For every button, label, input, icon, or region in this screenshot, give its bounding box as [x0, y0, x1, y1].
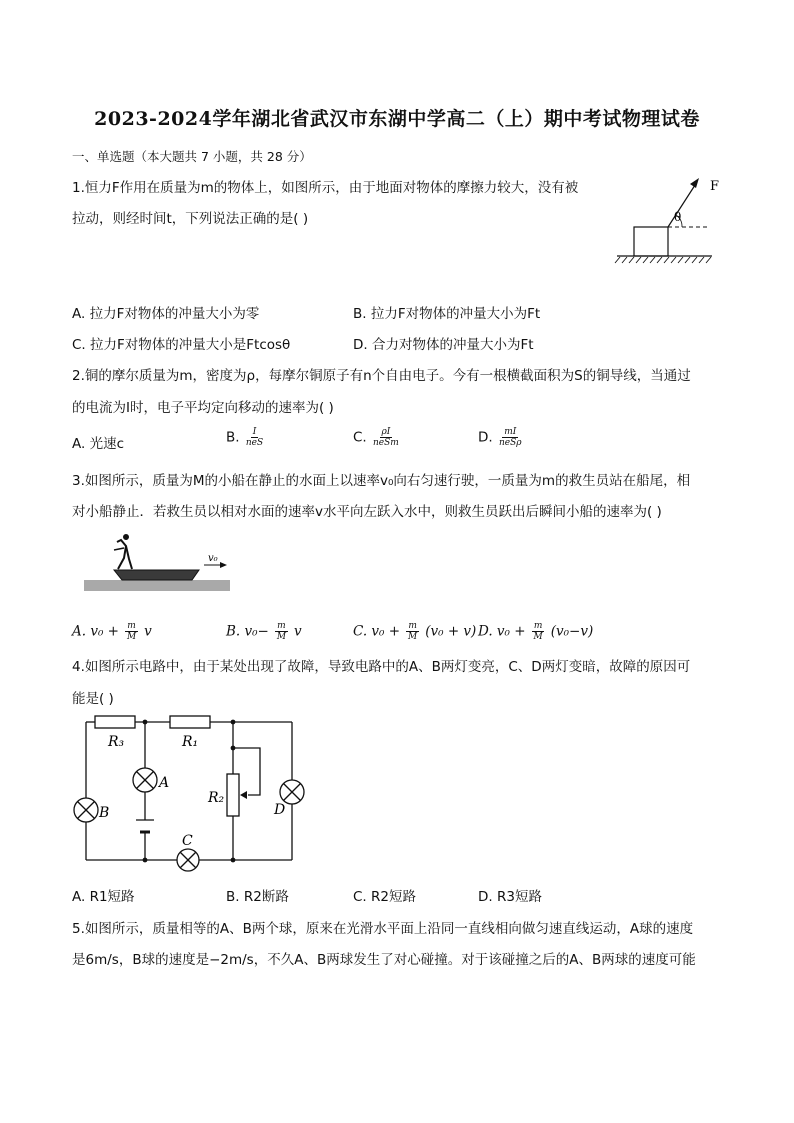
q2-option-b-fraction: $\frac{I}{\text{neS}}$ — [245, 427, 264, 448]
q2-option-d[interactable] — [478, 427, 524, 448]
q1-stem-line1: 1.恒力F作用在质量为m的物体上，如图所示，由于地面对物体的摩擦力较大，没有被 — [72, 180, 579, 196]
q4-label-lamp-c: C — [182, 833, 193, 849]
q3-boat-figure — [84, 532, 234, 594]
q3-option-a-suffix: v — [144, 623, 152, 640]
q2-stem-line1: 2.铜的摩尔质量为m，密度为ρ，每摩尔铜原子有n个自由电子。今有一根横截面积为S的铜导线，当通过 — [72, 368, 691, 384]
q4-label-r2: R₂ — [208, 790, 225, 806]
q4-label-lamp-a: A — [159, 775, 170, 791]
q3-option-a-fraction: $\frac{m}{M}$ — [126, 621, 137, 642]
q2-option-c-fraction: $\frac{\rho I}{\text{neSm}}$ — [373, 427, 399, 448]
q3-option-c[interactable] — [353, 621, 476, 642]
q3-option-b-fraction: $\frac{m}{M}$ — [276, 621, 287, 642]
q1-option-c[interactable]: C. 拉力F对物体的冲量大小是Ftcosθ — [72, 337, 291, 353]
q2-option-b[interactable] — [226, 427, 265, 448]
q5-stem-line2: 是6m/s，B球的速度是−2m/s，不久A、B两球发生了对心碰撞。对于该碰撞之后的A、B两球的速度可能 — [72, 952, 696, 968]
section-heading: 一、单选题（本大题共 7 小题，共 28 分） — [72, 149, 312, 164]
q2-option-c-prefix: C. — [353, 429, 367, 446]
exam-title: 2023-2024学年湖北省武汉市东湖中学高二（上）期中考试物理试卷 — [94, 108, 700, 130]
q4-circuit-diagram — [70, 710, 310, 880]
q4-label-r3: R₃ — [108, 734, 125, 750]
q4-option-d[interactable]: D. R3短路 — [478, 889, 542, 905]
q2-option-a[interactable]: A. 光速c — [72, 436, 125, 452]
q1-option-d[interactable]: D. 合力对物体的冲量大小为Ft — [353, 337, 534, 353]
q3-velocity-label: v₀ — [208, 553, 218, 564]
q5-stem-line1: 5.如图所示，质量相等的A、B两个球，原来在光滑水平面上沿同一直线相向做匀速直线运动，A球的速度 — [72, 921, 694, 937]
q3-option-d-fraction: $\frac{m}{M}$ — [533, 621, 543, 642]
q2-option-c[interactable] — [353, 427, 401, 448]
q2-option-b-prefix: B. — [226, 429, 240, 446]
q3-option-c-fraction: $\frac{m}{M}$ — [408, 621, 418, 642]
q3-option-d-prefix: D. v₀ + — [478, 623, 526, 640]
q1-option-b[interactable]: B. 拉力F对物体的冲量大小为Ft — [353, 306, 541, 322]
q3-option-c-prefix: C. v₀ + — [353, 623, 401, 640]
q4-label-r1: R₁ — [182, 734, 199, 750]
q4-stem-line2: 能是( ) — [72, 691, 114, 707]
q3-stem-line2: 对小船静止．若救生员以相对水面的速率v水平向左跃入水中，则救生员跃出后瞬间小船的速率为( ) — [72, 504, 662, 520]
q2-option-d-prefix: D. — [478, 429, 493, 446]
q4-option-b[interactable]: B. R2断路 — [226, 889, 289, 905]
q4-label-lamp-d: D — [274, 802, 286, 818]
q3-option-b-prefix: B. v₀− — [226, 623, 269, 640]
q1-force-label: F — [710, 179, 720, 194]
q1-option-a[interactable]: A. 拉力F对物体的冲量大小为零 — [72, 306, 260, 322]
q3-option-d[interactable] — [478, 621, 593, 642]
q1-force-figure — [612, 172, 732, 264]
q3-option-d-suffix: (v₀−v) — [550, 623, 594, 640]
q4-option-c[interactable]: C. R2短路 — [353, 889, 416, 905]
q2-stem-line2: 的电流为I时，电子平均定向移动的速率为( ) — [72, 400, 334, 416]
q3-option-a[interactable] — [72, 621, 152, 642]
q2-option-d-fraction: $\frac{mI}{\text{neSρ}}$ — [498, 427, 522, 448]
q3-stem-line1: 3.如图所示，质量为M的小船在静止的水面上以速率v₀向右匀速行驶，一质量为m的救生员站在船尾，相 — [72, 473, 691, 489]
q3-option-c-suffix: (v₀ + v) — [425, 623, 477, 640]
q3-option-a-prefix: A. v₀ + — [72, 623, 119, 640]
q4-option-a[interactable]: A. R1短路 — [72, 889, 135, 905]
q1-angle-label: θ — [674, 210, 682, 224]
q4-stem-line1: 4.如图所示电路中，由于某处出现了故障，导致电路中的A、B两灯变亮，C、D两灯变暗，故障的原因可 — [72, 659, 691, 675]
q4-label-lamp-b: B — [99, 805, 110, 821]
q1-stem-line2: 拉动，则经时间t，下列说法正确的是( ) — [72, 211, 309, 227]
q3-option-b[interactable] — [226, 621, 302, 642]
q3-option-b-suffix: v — [294, 623, 302, 640]
